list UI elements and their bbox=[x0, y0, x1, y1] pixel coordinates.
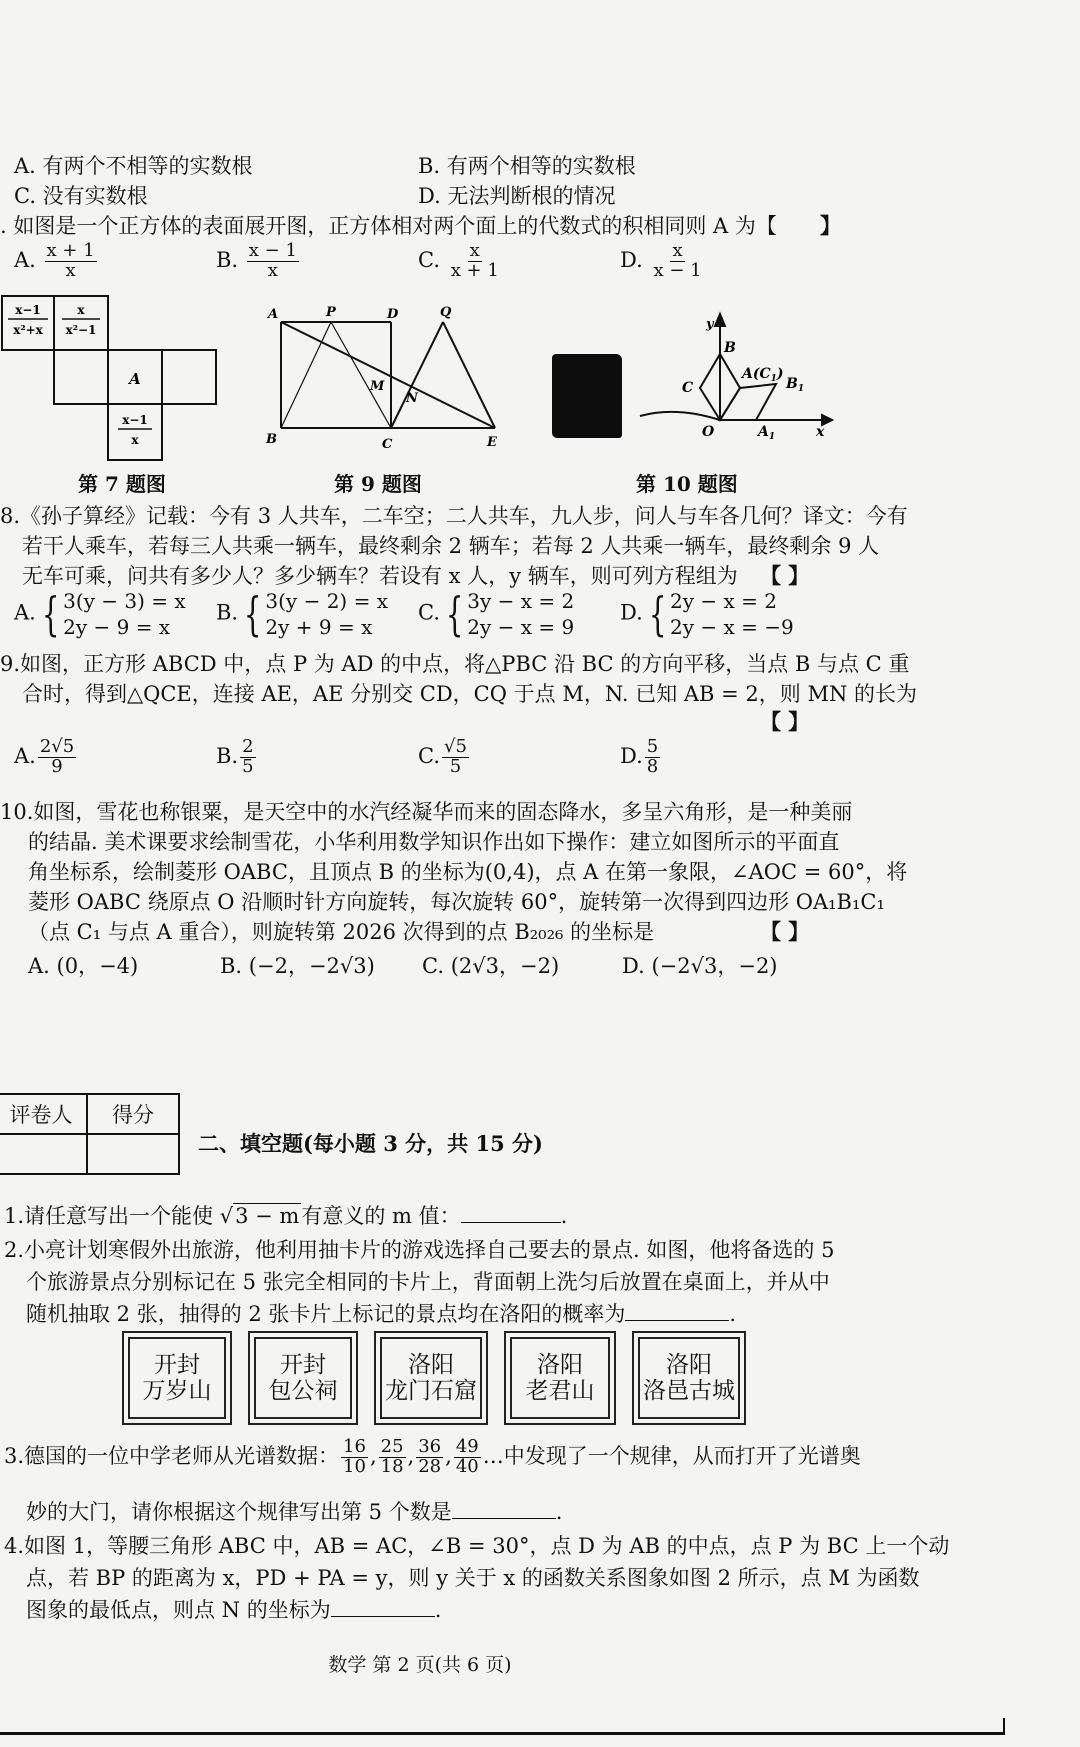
q8-option-d-eq1: 2y − x = 2 bbox=[670, 589, 778, 613]
q7-number: . bbox=[0, 214, 7, 238]
q10-option-a-value: (0，−4) bbox=[56, 954, 139, 978]
q6-option-b: B. 有两个相等的实数根 bbox=[418, 154, 636, 178]
card-5-site: 洛邑古城 bbox=[643, 1378, 735, 1404]
q8-option-c-eq1: 3y − x = 2 bbox=[467, 589, 575, 613]
q9-option-b-label: B. bbox=[216, 743, 239, 768]
fig10-label-a1-sub: 1 bbox=[768, 432, 776, 442]
fig10-label-x: x bbox=[816, 424, 825, 440]
q9-number: 9. bbox=[0, 652, 21, 676]
q8-answer-bracket: 【 】 bbox=[760, 563, 810, 588]
fig10-coordinate-rhombus bbox=[636, 306, 836, 456]
grader-col-score: 得分 bbox=[87, 1094, 179, 1134]
q12-line-2: 个旅游景点分别标记在 5 张完全相同的卡片上，背面朝上洗匀后放置在桌面上，并从中 bbox=[26, 1270, 830, 1294]
fig9-label-a: A bbox=[268, 307, 279, 322]
q13-line-1: 3.德国的一位中学老师从光谱数据： $\frac{16}{10}$ , $\frac{25}{18}$ , $\frac{36}{28}$ , $\frac{49}{40}$ …中发现了一个规律，从而打开了光谱奥 bbox=[4, 1436, 861, 1477]
bottom-rule bbox=[0, 1732, 1005, 1735]
card-4-city: 洛阳 bbox=[537, 1351, 583, 1378]
net-face-A-label: A bbox=[129, 370, 141, 388]
page-footer: 数学 第 2 页(共 6 页) bbox=[328, 1654, 512, 1676]
q7-option-b bbox=[216, 242, 301, 281]
fig10-rhombus-oa1b1c1 bbox=[720, 384, 776, 420]
q12-answer-blank[interactable] bbox=[625, 1320, 729, 1321]
net-face-1-den: x²+x bbox=[13, 323, 43, 337]
q7-option-b-num: x − 1 bbox=[248, 240, 297, 261]
q6-option-a: A. 有两个不相等的实数根 bbox=[14, 154, 253, 178]
q13-number: 3. bbox=[4, 1443, 25, 1468]
fig10-label-y: y bbox=[706, 317, 714, 332]
q8-option-b-eq2: 2y + 9 = x bbox=[265, 615, 373, 639]
q10-option-d bbox=[622, 950, 778, 980]
q10-line-3: 角坐标系，绘制菱形 OABC，且顶点 B 的坐标为(0,4)，点 A 在第一象限，∠AOC = 60°，将 bbox=[28, 860, 908, 884]
q7-option-b-den: x bbox=[267, 259, 278, 281]
section-2-title: 二、填空题(每小题 3 分，共 15 分) bbox=[198, 1131, 543, 1156]
q13-before: 德国的一位中学老师从光谱数据： bbox=[24, 1443, 340, 1468]
q12-line-3 bbox=[26, 1298, 736, 1328]
q12-end: . bbox=[729, 1302, 737, 1326]
fig10-caption: 第 10 题图 bbox=[636, 472, 738, 496]
q9-option-a-num: 2√5 bbox=[39, 736, 75, 757]
q9-line-1-text: 如图，正方形 ABCD 中，点 P 为 AD 的中点，将△PBC 沿 BC 的方向平移，当点 B 与点 C 重 bbox=[20, 652, 910, 676]
fig7-caption: 第 7 题图 bbox=[78, 472, 166, 496]
net-face-2-num: x bbox=[77, 303, 85, 317]
q10-line-5: （点 C₁ 与点 A 重合），则旋转第 2026 次得到的点 B₂₀₂₆ 的坐标是 bbox=[28, 920, 655, 944]
q9-option-a bbox=[14, 738, 78, 777]
q13-frac-3-den: 28 bbox=[418, 1455, 442, 1477]
fig10-label-c: C bbox=[682, 380, 694, 396]
q11-before: 请任意写出一个能使 bbox=[24, 1204, 214, 1228]
q12-line-1-text: 小亮计划寒假外出旅游，他利用抽卡片的游戏选择自己要去的景点. 如图，他将备选的 5 bbox=[24, 1238, 835, 1262]
q9-option-c bbox=[418, 738, 471, 777]
q8-number: 8. bbox=[0, 504, 21, 528]
card-kaifeng-wansuishan bbox=[128, 1337, 226, 1419]
fig10-label-b1: B bbox=[786, 376, 798, 392]
grader-cell-score[interactable] bbox=[87, 1134, 179, 1174]
q14-answer-blank[interactable] bbox=[331, 1616, 435, 1617]
q9-option-a-label: A. bbox=[14, 743, 36, 768]
q13-after: …中发现了一个规律，从而打开了光谱奥 bbox=[482, 1443, 861, 1468]
q10-option-c-label: C. bbox=[422, 954, 444, 978]
net-face-4-num: x−1 bbox=[122, 413, 148, 427]
grader-cell-reviewer[interactable] bbox=[0, 1134, 87, 1174]
q13-frac-1-den: 10 bbox=[343, 1455, 366, 1477]
q11-after: 有意义的 m 值： bbox=[301, 1204, 461, 1228]
net-face-blank-2 bbox=[162, 350, 216, 404]
card-5-city: 洛阳 bbox=[666, 1351, 712, 1378]
fig9-label-d: D bbox=[387, 307, 399, 322]
q10-option-a bbox=[28, 950, 138, 980]
q7-text: 如图是一个正方体的表面展开图，正方体相对两个面上的代数式的积相同则 A 为【 bbox=[13, 214, 777, 238]
q6-option-d: D. 无法判断根的情况 bbox=[418, 184, 616, 208]
q13-frac-4-den: 40 bbox=[455, 1455, 479, 1477]
svg-text:A1 bbox=[756, 424, 775, 442]
q8-option-d-label: D. bbox=[620, 600, 643, 625]
fig10-label-o: O bbox=[702, 424, 715, 440]
q9-option-d-den: 8 bbox=[646, 755, 659, 777]
card-luoyang-luoyiguchen bbox=[638, 1337, 740, 1419]
fig9-caption: 第 9 题图 bbox=[334, 472, 422, 496]
q8-option-b: B. { 3(y − 2) = x 2y + 9 = x bbox=[216, 587, 388, 641]
card-1-city: 开封 bbox=[154, 1351, 200, 1378]
q14-end: . bbox=[434, 1598, 442, 1622]
q6-option-c: C. 没有实数根 bbox=[14, 184, 148, 208]
q9-option-b bbox=[216, 738, 258, 777]
q8-line-1-text: 《孙子算经》记载：今有 3 人共车，二车空；二人共车，九人步，问人与车各几何？译文：今有 bbox=[20, 504, 908, 528]
q10-answer-bracket: 【 】 bbox=[760, 919, 810, 944]
card-luoyang-laojunshan bbox=[510, 1337, 610, 1419]
fig9-square-triangle bbox=[258, 300, 508, 460]
q7-option-a-num: x + 1 bbox=[46, 240, 95, 261]
q10-option-d-label: D. bbox=[622, 954, 645, 978]
card-3-site: 龙门石窟 bbox=[385, 1378, 477, 1404]
q13-frac-2-num: 25 bbox=[380, 1436, 404, 1457]
q9-option-d-num: 5 bbox=[646, 736, 659, 757]
q7-option-c-den: x + 1 bbox=[450, 259, 499, 281]
q7-option-d-den: x − 1 bbox=[653, 259, 702, 281]
fig10-label-ac: A(C bbox=[742, 366, 771, 382]
q10-option-b-label: B. bbox=[220, 954, 243, 978]
q7-option-a-den: x bbox=[65, 259, 76, 281]
q7-option-d-label: D. bbox=[620, 247, 643, 272]
card-2-site: 包公祠 bbox=[268, 1378, 338, 1404]
q11-answer-blank[interactable] bbox=[461, 1222, 561, 1223]
fig7-cube-net bbox=[0, 292, 230, 462]
q10-line-1 bbox=[0, 796, 852, 826]
q8-line-1 bbox=[0, 500, 908, 530]
q9-option-c-num: √5 bbox=[444, 736, 467, 757]
q13-frac-4-num: 49 bbox=[455, 1436, 479, 1457]
q12-line-3-text: 随机抽取 2 张，抽得的 2 张卡片上标记的景点均在洛阳的概率为 bbox=[26, 1302, 626, 1326]
q8-option-a-label: A. bbox=[14, 600, 36, 625]
q13-frac-2-den: 18 bbox=[380, 1455, 404, 1477]
svg-text:B1 bbox=[785, 376, 804, 394]
q9-option-b-num: 2 bbox=[242, 736, 254, 757]
q8-option-c-label: C. bbox=[418, 600, 440, 625]
q10-option-b-value: (−2，−2√3) bbox=[248, 954, 375, 978]
q9-line-2: 合时，得到△QCE，连接 AE，AE 分别交 CD，CQ 于点 M，N. 已知 AB = 2，则 MN 的长为 bbox=[22, 682, 918, 706]
q7-option-c-num: x bbox=[469, 240, 480, 261]
fig10-label-b1-sub: 1 bbox=[797, 384, 805, 394]
q14-line-3-text: 图象的最低点，则点 N 的坐标为 bbox=[26, 1598, 331, 1622]
q9-option-c-den: 5 bbox=[449, 755, 462, 777]
q12-line-1 bbox=[4, 1234, 834, 1264]
q8-option-b-label: B. bbox=[216, 600, 239, 625]
q8-option-c-eq2: 2y − x = 9 bbox=[467, 615, 575, 639]
q14-number: 4. bbox=[4, 1534, 25, 1558]
q8-option-a: A. { 3(y − 3) = x 2y − 9 = x bbox=[14, 587, 186, 641]
fig10-x-axis bbox=[640, 412, 828, 420]
q11-end: . bbox=[560, 1204, 568, 1228]
q11-number: 1. bbox=[4, 1204, 25, 1228]
q9-option-c-label: C. bbox=[418, 743, 440, 768]
q10-line-1-text: 如图，雪花也称银粟，是天空中的水汽经凝华而来的固态降水，多呈六角形，是一种美丽 bbox=[33, 800, 853, 824]
grader-table bbox=[0, 1093, 180, 1175]
fig10-label-ac-sub: 1 bbox=[770, 374, 777, 384]
q8-option-b-eq1: 3(y − 2) = x bbox=[265, 589, 388, 613]
q7-option-a-label: A. bbox=[14, 247, 36, 272]
q14-line-2: 点，若 BP 的距离为 x，PD + PA = y，则 y 关于 x 的函数关系图象如图 2 所示，点 M 为函数 bbox=[26, 1566, 920, 1590]
q10-option-b bbox=[220, 950, 375, 980]
card-3-city: 洛阳 bbox=[408, 1351, 454, 1378]
q9-line-1 bbox=[0, 648, 909, 678]
q8-option-d: D. { 2y − x = 2 2y − x = −9 bbox=[620, 587, 794, 641]
q14-line-3 bbox=[26, 1594, 441, 1624]
q8-option-c: C. { 3y − x = 2 2y − x = 9 bbox=[418, 587, 575, 641]
q11-radicand: 3 − m bbox=[235, 1204, 300, 1228]
net-face-1-num: x−1 bbox=[15, 303, 41, 317]
card-1-site: 万岁山 bbox=[142, 1378, 212, 1404]
fig9-label-c: C bbox=[382, 437, 393, 452]
fig9-label-e: E bbox=[487, 435, 497, 450]
q7-option-c-label: C. bbox=[418, 247, 440, 272]
q10-number: 10. bbox=[0, 800, 34, 824]
q9-option-d-label: D. bbox=[620, 743, 643, 768]
q10-line-4: 菱形 OABC 绕原点 O 沿顺时针方向旋转，每次旋转 60°，旋转第一次得到四边形 OA₁B₁C₁ bbox=[28, 890, 885, 914]
q9-option-d bbox=[620, 738, 662, 777]
q11: 1.请任意写出一个能使 √3 − m有意义的 m 值： . bbox=[4, 1204, 568, 1228]
fig9-label-p: P bbox=[326, 305, 336, 320]
q7-option-d bbox=[620, 242, 706, 281]
net-face-4-den: x bbox=[131, 433, 139, 447]
q13-end: . bbox=[555, 1500, 563, 1524]
q10-option-a-label: A. bbox=[28, 954, 50, 978]
q8-line-3: 无车可乘，问共有多少人？多少辆车？若设有 x 人，y 辆车，则可列方程组为 bbox=[22, 564, 738, 588]
q13-line-2 bbox=[26, 1496, 562, 1526]
fig9-label-m: M bbox=[370, 379, 385, 394]
q7-bracket-close: 】 bbox=[820, 213, 841, 238]
card-4-site: 老君山 bbox=[525, 1378, 595, 1404]
q10-option-d-value: (−2√3，−2) bbox=[651, 954, 778, 978]
fig9-label-n: N bbox=[406, 391, 418, 406]
fig10-label-b: B bbox=[724, 340, 736, 356]
card-luoyang-longmen bbox=[380, 1337, 482, 1419]
q13-answer-blank[interactable] bbox=[452, 1518, 556, 1519]
q7-stem bbox=[0, 210, 777, 240]
q10-option-c-value: (2√3，−2) bbox=[450, 954, 560, 978]
q10-line-2: 的结晶. 美术课要求绘制雪花，小华利用数学知识作出如下操作：建立如图所示的平面直 bbox=[28, 830, 840, 854]
bottom-rule-tick bbox=[1003, 1718, 1005, 1734]
q14-line-1 bbox=[4, 1530, 949, 1560]
q10-option-c bbox=[422, 950, 559, 980]
fig10-label-a1: A bbox=[758, 424, 769, 440]
snowflake-photo-placeholder bbox=[552, 354, 622, 438]
q13-frac-3-num: 36 bbox=[418, 1436, 442, 1457]
q7-option-b-label: B. bbox=[216, 247, 239, 272]
grader-col-reviewer: 评卷人 bbox=[0, 1094, 87, 1134]
card-kaifeng-baogongci bbox=[254, 1337, 352, 1419]
q13-line-2-text: 妙的大门，请你根据这个规律写出第 5 个数是 bbox=[26, 1500, 452, 1524]
q8-option-a-eq2: 2y − 9 = x bbox=[63, 615, 171, 639]
q12-number: 2. bbox=[4, 1238, 25, 1262]
card-2-city: 开封 bbox=[280, 1351, 326, 1378]
net-face-2-den: x²−1 bbox=[65, 323, 97, 337]
q8-option-d-eq2: 2y − x = −9 bbox=[670, 615, 794, 639]
q9-option-a-den: 9 bbox=[51, 755, 63, 777]
fig9-label-q: Q bbox=[440, 305, 452, 320]
q9-option-b-den: 5 bbox=[242, 755, 254, 777]
q7-option-c bbox=[418, 242, 503, 281]
q7-option-a bbox=[14, 242, 99, 281]
fig9-label-b: B bbox=[266, 432, 277, 447]
q14-line-1-text: 如图 1，等腰三角形 ABC 中，AB = AC，∠B = 30°，点 D 为 AB 的中点，点 P 为 BC 上一个动 bbox=[24, 1534, 950, 1558]
q13-frac-1-num: 16 bbox=[343, 1436, 366, 1457]
svg-text:A(C1) bbox=[740, 366, 784, 384]
q8-line-2: 若干人乘车，若每三人共乘一辆车，最终剩余 2 辆车；若每 2 人共乘一辆车，最终剩余 9 人 bbox=[22, 534, 880, 558]
q7-option-d-num: x bbox=[672, 240, 683, 261]
q8-option-a-eq1: 3(y − 3) = x bbox=[63, 589, 186, 613]
fig10-label-ac-close: ) bbox=[776, 366, 784, 382]
q9-answer-bracket: 【 】 bbox=[760, 709, 810, 734]
net-face-blank-1 bbox=[54, 350, 108, 404]
